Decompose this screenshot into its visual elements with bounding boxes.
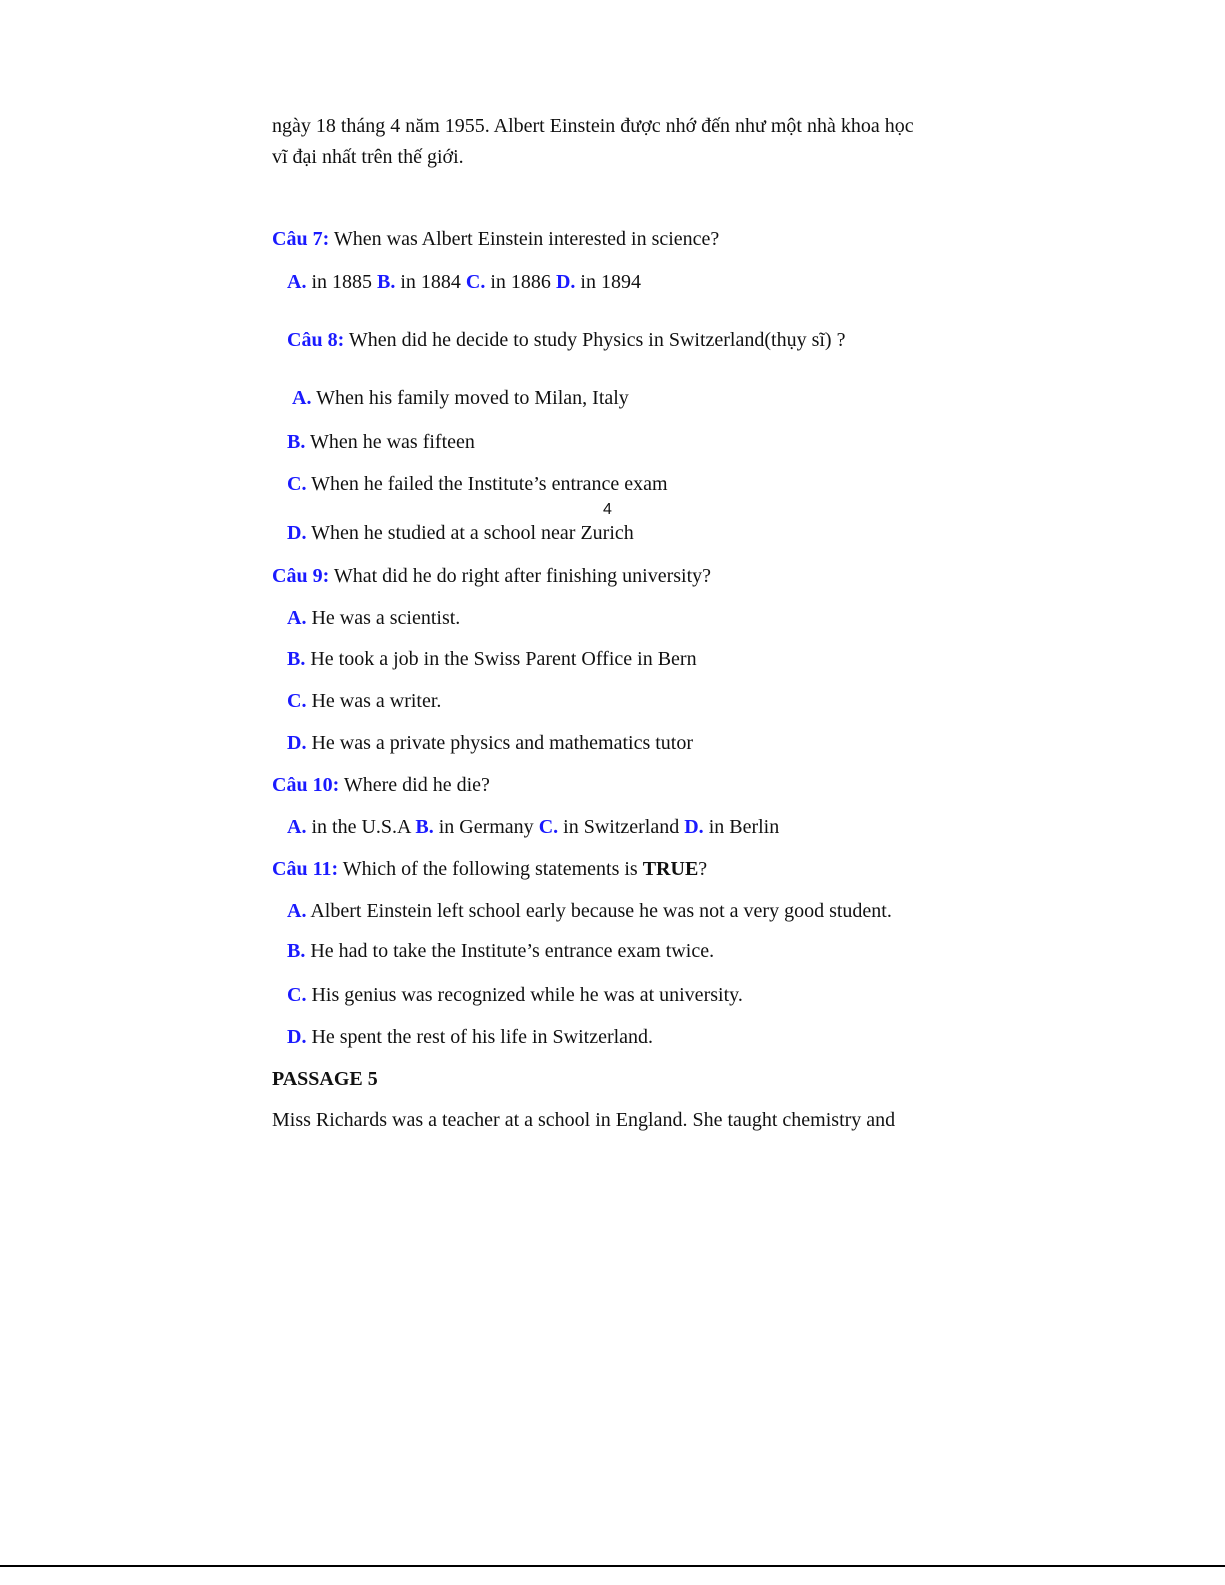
option-text: Albert Einstein left school early because he was not a very good student. xyxy=(306,900,892,922)
option-text: When he studied at a school near Zurich xyxy=(306,522,634,544)
question-9-option-c xyxy=(287,689,441,713)
question-8-option-c xyxy=(287,472,668,496)
option-label: D. xyxy=(287,732,307,754)
question-text: When did he decide to study Physics in Switzerland(thụy sĩ) ? xyxy=(344,329,846,351)
question-9-option-a xyxy=(287,606,460,630)
option-label: C. xyxy=(287,690,307,712)
option-text: in 1886 xyxy=(485,271,556,293)
option-text: When he failed the Institute’s entrance exam xyxy=(306,473,668,495)
option-text: He took a job in the Swiss Parent Office in Bern xyxy=(305,648,697,670)
page-bottom-divider xyxy=(0,1565,1225,1567)
question-9-option-d xyxy=(287,731,693,755)
option-label: C. xyxy=(465,271,486,293)
question-text: Which of the following statements is xyxy=(338,858,643,880)
option-label: B. xyxy=(287,940,306,962)
option-text: in the U.S.A xyxy=(306,816,416,838)
option-text: He was a scientist. xyxy=(306,607,461,629)
question-8 xyxy=(287,328,845,352)
passage-heading: PASSAGE 5 xyxy=(272,1068,378,1090)
passage-line-1: Miss Richards was a teacher at a school in England. She taught chemistry and xyxy=(272,1109,896,1131)
question-11-option-d xyxy=(287,1025,653,1049)
option-text: When his family moved to Milan, Italy xyxy=(311,387,629,409)
option-text: in Switzerland xyxy=(558,816,685,838)
question-text-end: ? xyxy=(698,858,708,880)
question-10-options xyxy=(287,815,779,839)
option-label: D. xyxy=(287,522,307,544)
option-label: A. xyxy=(287,816,307,838)
question-label: Câu 11: xyxy=(272,858,339,880)
option-label: C. xyxy=(287,984,307,1006)
option-label: C. xyxy=(538,816,559,838)
question-emphasis: TRUE xyxy=(642,858,699,880)
question-11-option-c xyxy=(287,983,743,1007)
question-label: Câu 8: xyxy=(287,329,345,351)
question-text: Where did he die? xyxy=(339,774,490,796)
option-text: in Berlin xyxy=(703,816,780,838)
option-label: A. xyxy=(287,607,307,629)
option-text: in 1894 xyxy=(575,271,641,293)
option-label: D. xyxy=(555,271,576,293)
option-text: in 1885 xyxy=(306,271,378,293)
option-label: C. xyxy=(287,473,307,495)
option-label: D. xyxy=(684,816,704,838)
question-7-options xyxy=(287,270,641,294)
option-label: B. xyxy=(287,648,306,670)
question-label: Câu 7: xyxy=(272,228,330,250)
option-text: His genius was recognized while he was at university. xyxy=(306,984,743,1006)
question-label: Câu 9: xyxy=(272,565,330,587)
question-11-option-a xyxy=(287,899,892,923)
option-text: He spent the rest of his life in Switzerland. xyxy=(306,1026,654,1048)
intro-line-2: vĩ đại nhất trên thế giới. xyxy=(272,146,464,168)
option-label: B. xyxy=(287,431,306,453)
question-text: What did he do right after finishing university? xyxy=(329,565,712,587)
option-text: He was a writer. xyxy=(306,690,442,712)
option-label: A. xyxy=(287,900,307,922)
question-7 xyxy=(272,227,719,251)
question-10 xyxy=(272,773,490,797)
question-text: When was Albert Einstein interested in science? xyxy=(329,228,720,250)
option-label: A. xyxy=(292,387,312,409)
question-11-option-b xyxy=(287,939,714,963)
question-9-option-b xyxy=(287,647,697,671)
question-11 xyxy=(272,857,707,881)
option-label: B. xyxy=(415,816,434,838)
question-8-option-a xyxy=(292,386,629,410)
intro-line-1: ngày 18 tháng 4 năm 1955. Albert Einstein được nhớ đến như một nhà khoa học xyxy=(272,115,914,137)
option-label: D. xyxy=(287,1026,307,1048)
page-number: 4 xyxy=(603,501,612,518)
option-text: He had to take the Institute’s entrance exam twice. xyxy=(305,940,715,962)
option-label: A. xyxy=(287,271,307,293)
option-label: B. xyxy=(377,271,396,293)
question-label: Câu 10: xyxy=(272,774,340,796)
option-text: in Germany xyxy=(433,816,539,838)
option-text: in 1884 xyxy=(395,271,466,293)
question-8-option-b xyxy=(287,430,475,454)
question-9 xyxy=(272,564,711,588)
question-8-option-d xyxy=(287,521,634,545)
option-text: He was a private physics and mathematics tutor xyxy=(306,732,694,754)
option-text: When he was fifteen xyxy=(305,431,475,453)
